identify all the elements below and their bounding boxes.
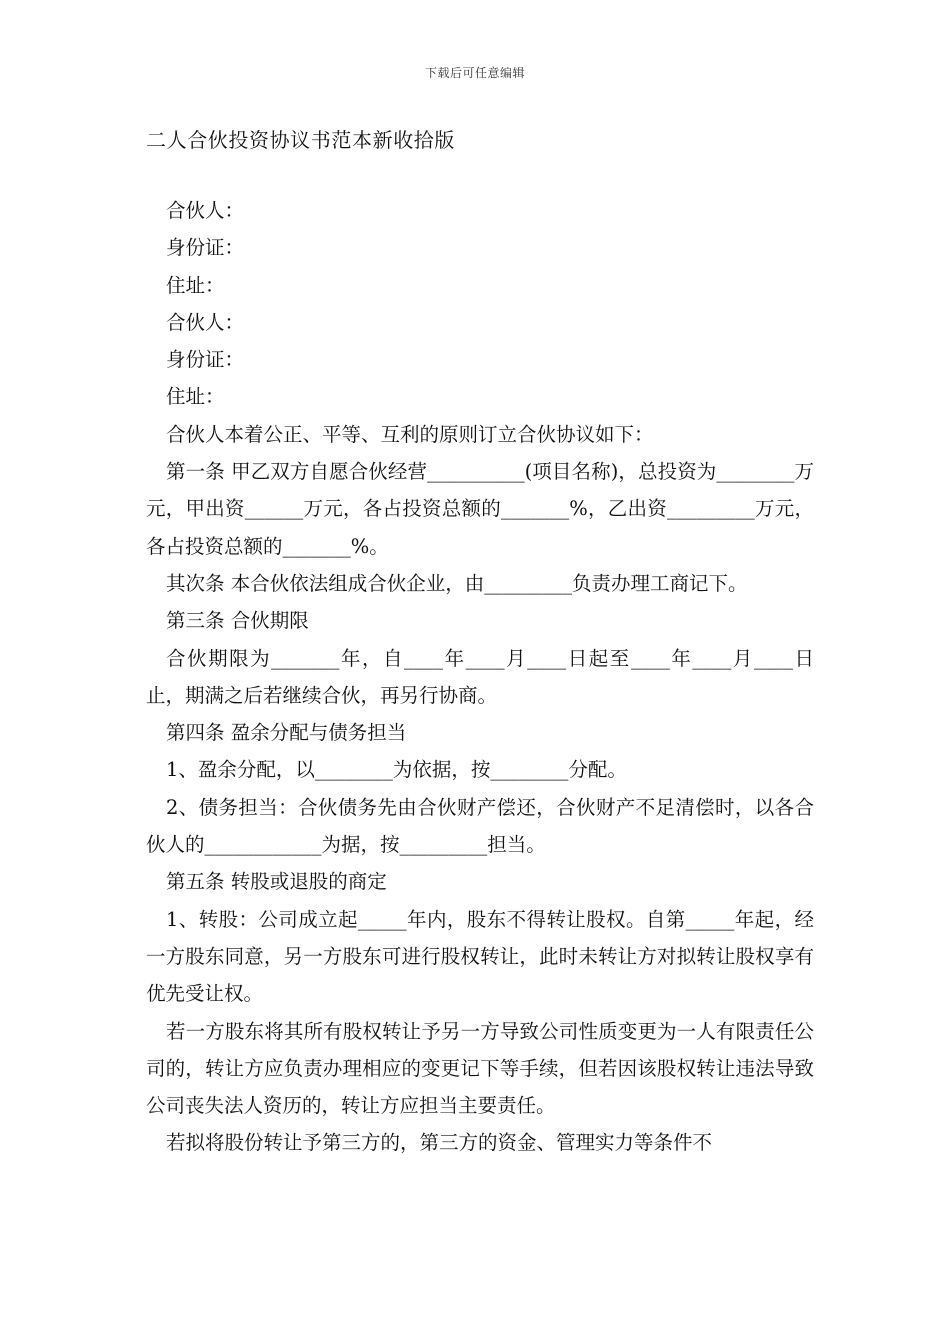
article-5-paragraph-3: 若拟将股份转让予第三方的，第三方的资金、管理实力等条件不 (166, 1131, 713, 1155)
document-title: 二人合伙投资协议书范本新收拾版 (146, 128, 455, 152)
document-body (146, 192, 814, 1162)
article-5-paragraph-2: 若一方股东将其所有股权转让予另一方导致公司性质变更为一人有限责任公司的，转让方应负责办理相应的变更记下等手续，但若因该股权转让违法导致公司丧失法人资历的，转让方应担当主要责任。 (146, 1019, 814, 1118)
id-card-label-1: 身份证： (166, 236, 245, 260)
id-card-label-2: 身份证： (166, 348, 245, 372)
article-4-item-2: 2、债务担当：合伙债务先由合伙财产偿还，合伙财产不足清偿时，以各合伙人的____________为据，按_________担当。 (146, 795, 814, 857)
preamble: 合伙人本着公正、平等、互利的原则订立合伙协议如下： (166, 422, 654, 446)
article-1: 第一条 甲乙双方自愿合伙经营__________(项目名称)，总投资为________万元，甲出资______万元，各占投资总额的_______%，乙出资_________万元，各占投资总额的_______%。 (146, 460, 814, 558)
article-5-item-1: 1、转股：公司成立起_____年内，股东不得转让股权。自第_____年起，经一方股东同意，另一方股东可进行股权转让，此时未转让方对拟转让股权享有优先受让权。 (146, 907, 814, 1006)
article-3-body: 合伙期限为_______年，自____年____月____日起至____年____月____日止，期满之后若继续合伙，再另行协商。 (146, 646, 814, 707)
partner-label-2: 合伙人： (166, 310, 245, 334)
article-4-heading: 第四条 盈余分配与债务担当 (166, 721, 407, 745)
article-2: 其次条 本合伙依法组成合伙企业，由_________负责办理工商记下。 (166, 571, 748, 595)
header-note: 下载后可任意编辑 (424, 66, 525, 80)
article-3-heading: 第三条 合伙期限 (166, 609, 309, 633)
partner-label-1: 合伙人： (166, 199, 245, 222)
article-5-heading: 第五条 转股或退股的商定 (166, 870, 387, 894)
address-label-1: 住址： (166, 273, 225, 297)
article-4-item-1: 1、盈余分配，以________为依据，按________分配。 (166, 758, 627, 782)
address-label-2: 住址： (166, 385, 225, 409)
